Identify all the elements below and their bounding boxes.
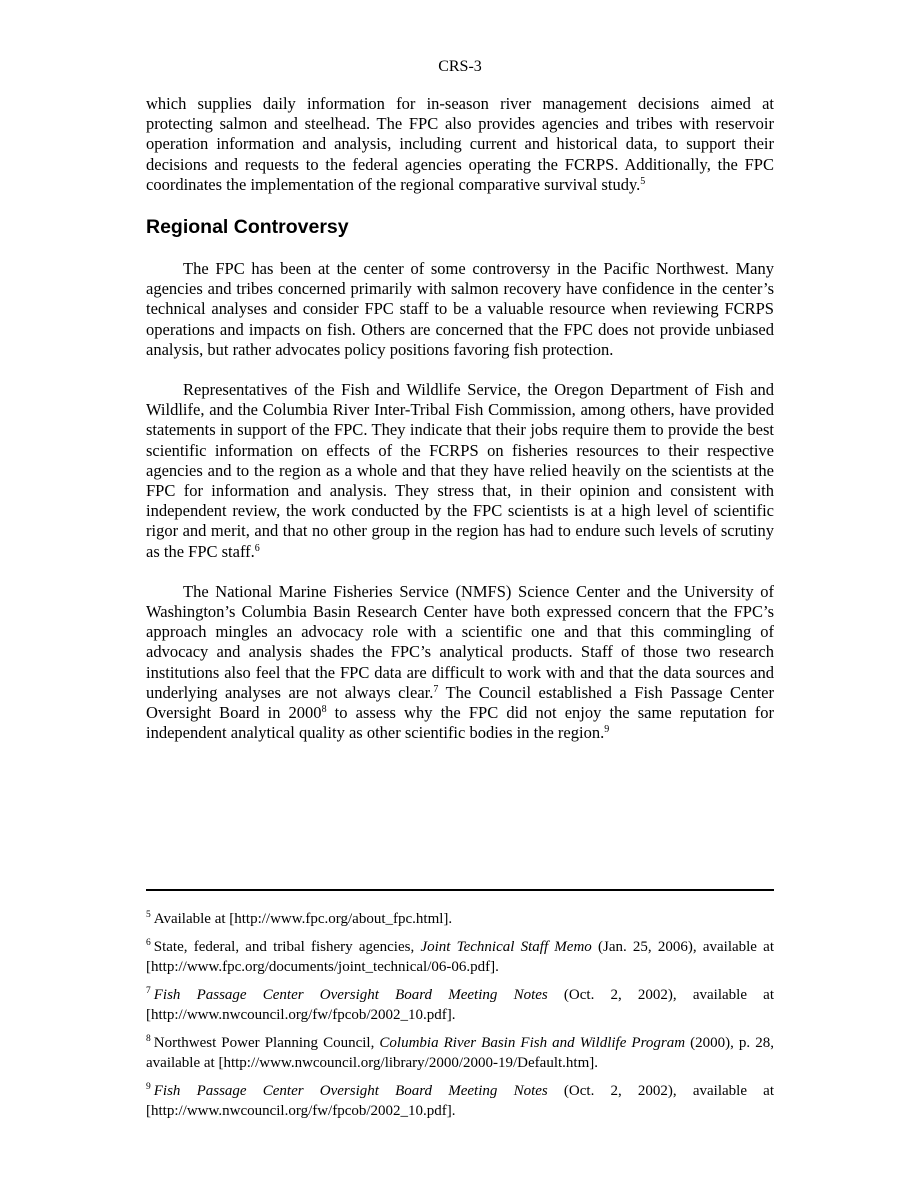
footnote-title: Fish Passage Center Oversight Board Meeting Notes bbox=[153, 986, 548, 1003]
footnote-8 bbox=[146, 1033, 774, 1074]
footnote-number: 8 bbox=[146, 1033, 151, 1044]
footnote-number: 5 bbox=[146, 910, 151, 920]
footnote-text: (Oct. 2, 2002), available at [http://www.nwcouncil.org/fw/fpcob/2002_10.pdf]. bbox=[146, 986, 774, 1023]
footnote-title: Columbia River Basin Fish and Wildlife Program bbox=[379, 1034, 686, 1051]
footnote-ref-5[interactable]: 5 bbox=[640, 175, 646, 187]
footnote-text: Northwest Power Planning Council, bbox=[153, 1034, 380, 1051]
footnote-number: 7 bbox=[146, 985, 151, 996]
paragraph-concerns-text-a: The National Marine Fisheries Service (NMFS) Science Center and the University of Washington’s Columbia Basin Research Center have both expressed concern that the FPC’s approach mingles an advocacy role with a scientific one and that this commingling of advocacy and analysis shades the FPC’s analytical products. Staff of those two research institutions also feel that the FPC data are difficult to work with and that the data sources and underlying analyses are not always clear. bbox=[146, 581, 774, 702]
footnote-text: (Jan. 25, 2006), available at [http://www.fpc.org/documents/joint_technical/06-06.pdf]. bbox=[146, 938, 774, 975]
footnote-number: 9 bbox=[146, 1081, 151, 1092]
footnote-6 bbox=[146, 937, 774, 978]
paragraph-concerns bbox=[146, 582, 774, 744]
footnote-9 bbox=[146, 1081, 774, 1122]
paragraph-controversy: The FPC has been at the center of some controversy in the Pacific Northwest. Many agencies and tribes concerned primarily with salmon recovery have confidence in the center’s technical analyses and consider FPC staff to be a valuable resource when reviewing FCRPS operations and impacts on fish. Others are concerned that the FPC does not provide unbiased analysis, but rather advocates policy positions favoring fish protection. bbox=[146, 259, 774, 359]
footnote-ref-9[interactable]: 9 bbox=[604, 724, 610, 736]
footnote-title: Fish Passage Center Oversight Board Meeting Notes bbox=[153, 1082, 548, 1099]
footnote-text: State, federal, and tribal fishery agencies, bbox=[153, 938, 421, 955]
page-number: CRS-3 bbox=[438, 58, 482, 75]
footnote-text: Available at [http://www.fpc.org/about_fpc.html]. bbox=[153, 911, 453, 927]
footnote-ref-6[interactable]: 6 bbox=[254, 542, 260, 554]
footnote-ref-8[interactable]: 8 bbox=[321, 704, 327, 716]
footnote-7 bbox=[146, 985, 774, 1026]
footnotes-section bbox=[146, 909, 774, 1129]
footnote-divider bbox=[146, 889, 774, 891]
paragraph-concerns-text-b: The Council established a Fish Passage Center Oversight Board in 2000 bbox=[146, 682, 774, 723]
main-content bbox=[146, 94, 774, 743]
footnote-ref-7[interactable]: 7 bbox=[433, 683, 439, 695]
footnote-title: Joint Technical Staff Memo bbox=[420, 938, 592, 955]
paragraph-support-text: Representatives of the Fish and Wildlife Service, the Oregon Department of Fish and Wildlife, and the Columbia River Inter-Tribal Fish Commission, among others, have provided statements in support of the FPC. They indicate that their jobs require them to provide the best scientific information on effects of the FCRPS on fisheries resources to their respective agencies and to the region as a whole and that they have relied heavily on the scientists at the FPC for information and analysis. They stress that, in their opinion and consistent with independent review, the work conducted by the FPC scientists is at a high level of scientific rigor and merit, and that no other group in the region has had to endure such levels of scrutiny as the FPC staff. bbox=[146, 380, 774, 561]
paragraph-concerns-text-c: to assess why the FPC did not enjoy the same reputation for independent analytical quality as other scientific bodies in the region. bbox=[146, 703, 774, 743]
footnote-text: (Oct. 2, 2002), available at [http://www.nwcouncil.org/fw/fpcob/2002_10.pdf]. bbox=[146, 1082, 774, 1119]
footnote-5 bbox=[146, 909, 774, 930]
section-heading: Regional Controversy bbox=[146, 216, 349, 239]
footnote-text: (2000), p. 28, available at [http://www.nwcouncil.org/library/2000/2000-19/Default.htm]. bbox=[146, 1034, 774, 1071]
intro-text: which supplies daily information for in-season river management decisions aimed at protecting salmon and steelhead. The FPC also provides agencies and tribes with reservoir operation information and analysis, including current and historical data, to support their decisions and requests to the federal agencies operating the FCRPS. Additionally, the FPC coordinates the implementation of the regional comparative survival study. bbox=[146, 94, 774, 194]
footnote-number: 6 bbox=[146, 937, 151, 948]
intro-paragraph bbox=[146, 94, 774, 195]
paragraph-support bbox=[146, 380, 774, 562]
